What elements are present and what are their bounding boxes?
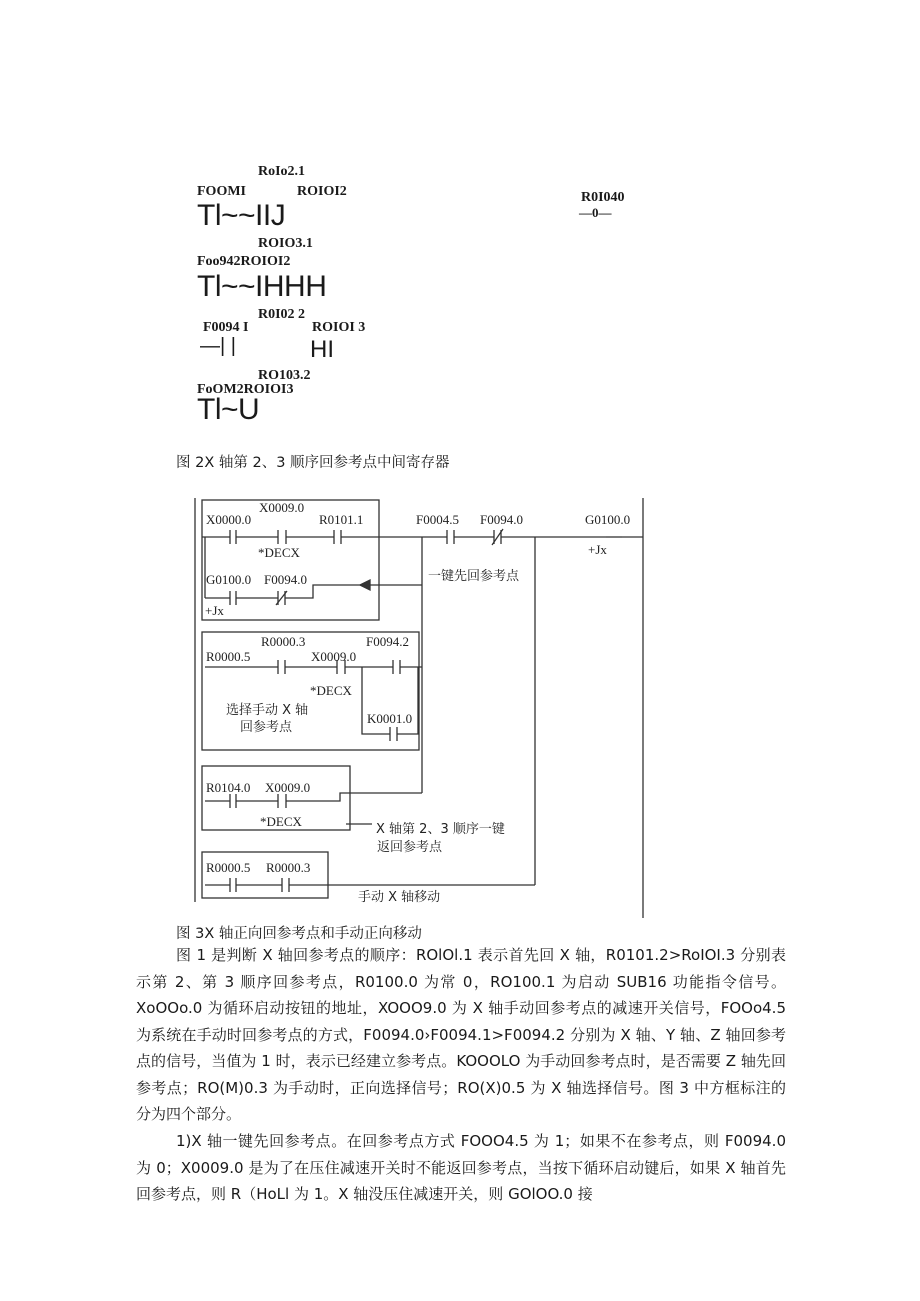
fig2-output-label: R0I040: [581, 190, 625, 205]
fig2-r4-left-label: FoOM2ROIOI3: [197, 382, 294, 397]
fig2-r4-contacts: Tl~U: [197, 393, 260, 426]
fig2-caption: 图 2X 轴第 2、3 顺序回参考点中间寄存器: [176, 455, 450, 471]
fig3-label-decx3: *DECX: [260, 814, 302, 829]
fig3-annotation-sequence-l1: X 轴第 2、3 顺序一键: [376, 822, 505, 837]
fig2-r3-contact-right: HI: [310, 336, 334, 363]
fig3-label-f0094-2: F0094.2: [366, 634, 409, 649]
fig3-label-decx1: *DECX: [258, 545, 300, 560]
fig3-label-r0104: R0104.0: [206, 780, 251, 795]
fig3-label-f0094a: F0094.0: [264, 572, 307, 587]
fig3-annotation-manual-move: 手动 X 轴移动: [358, 890, 441, 905]
fig2-r2-contacts: Tl~~IHHH: [197, 270, 327, 303]
fig2-r2-top-label: ROIO3.1: [258, 236, 313, 251]
fig2-r3-right-label: ROIOI 3: [312, 320, 366, 335]
body-paragraph-1: 图 1 是判断 X 轴回参考点的顺序：ROlOl.1 表示首先回 X 轴，R0101.2>RoIOI.3 分别表示第 2、第 3 顺序回参考点，R0100.0 为常 0，RO100.1 为启动 SUB16 功能指令信号。XoOOo.0 为循环启动按钮的地址，XOOO9.0 为 X 轴手动回参考点的减速开关信号，FOOo4.5 为系统在手动时回参考点的方式，F0094.0›F0094.1>F0094.2 分别为 X 轴、Y 轴、Z 轴回参考点的信号，当值为 1 时，表示已经建立参考点。KOOOLO 为手动回参考点时，是否需要 Z 轴先回参考点；RO(M)0.3 为手动时，正向选择信号；RO(X)0.5 为 X 轴选择信号。图 3 中方框标注的分为四个部分。: [136, 946, 786, 1123]
fig3-annotation-sequence-l2: 返回参考点: [377, 840, 443, 855]
fig2-r4-top-label: RO103.2: [258, 368, 311, 383]
fig3-label-jx1: +Jx: [205, 603, 224, 618]
fig3-label-x0009a: X0009.0: [259, 500, 305, 515]
fig3-annotation-one-key-home: 一键先回参考点: [428, 569, 520, 584]
fig2-r2-left-label: Foo942ROIOI2: [197, 254, 291, 269]
fig3-label-f0004: F0004.5: [416, 512, 459, 527]
fig3-label-r0000-3a: R0000.3: [261, 634, 306, 649]
fig3-label-x0009b: X0009.0: [311, 649, 357, 664]
fig3-label-decx2: *DECX: [310, 683, 352, 698]
fig2-r1-contacts: Tl~~IIJ: [197, 199, 286, 232]
fig3-label-x0009c: X0009.0: [265, 780, 311, 795]
fig2-r3-top-label: R0I02 2: [258, 307, 306, 322]
fig2-r1-right-label: ROIOI2: [297, 184, 347, 199]
fig3-label-r0000-3b: R0000.3: [266, 860, 311, 875]
fig3-annotation-manual-select-l1: 选择手动 X 轴: [226, 703, 309, 718]
body-paragraph-2: 1)X 轴一键先回参考点。在回参考点方式 FOOO4.5 为 1；如果不在参考点，则 F0094.0 为 0；X0009.0 是为了在压住减速开关时不能返回参考点，当按下循环启动键后，如果 X 轴首先回参考点，则 R（HoLl 为 1。X 轴没压住减速开关，则 GOlOO.0 接: [136, 1132, 786, 1203]
fig3-label-r0101: R0101.1: [319, 512, 364, 527]
fig3-label-x0000: X0000.0: [206, 512, 252, 527]
fig3-label-k0001: K0001.0: [367, 711, 413, 726]
fig2-output-coil: —0—: [579, 205, 612, 220]
fig3-annotation-manual-select-l2: 回参考点: [240, 720, 293, 735]
fig3-label-g0100b: G0100.0: [585, 512, 631, 527]
fig3-label-f0094b: F0094.0: [480, 512, 523, 527]
fig3-label-jx2: +Jx: [588, 542, 607, 557]
fig3-label-r0000-5a: R0000.5: [206, 649, 251, 664]
fig2-r1-top-label: RoIo2.1: [258, 164, 306, 179]
fig3-label-r0000-5b: R0000.5: [206, 860, 251, 875]
fig2-r3-left-label: F0094 I: [203, 320, 249, 335]
fig2-r3-contact-left: —| |: [200, 335, 236, 357]
fig3-caption: 图 3X 轴正向回参考点和手动正向移动: [176, 926, 422, 942]
fig2-r1-left-label: FOOMI: [197, 184, 246, 199]
fig3-label-g0100a: G0100.0: [206, 572, 252, 587]
